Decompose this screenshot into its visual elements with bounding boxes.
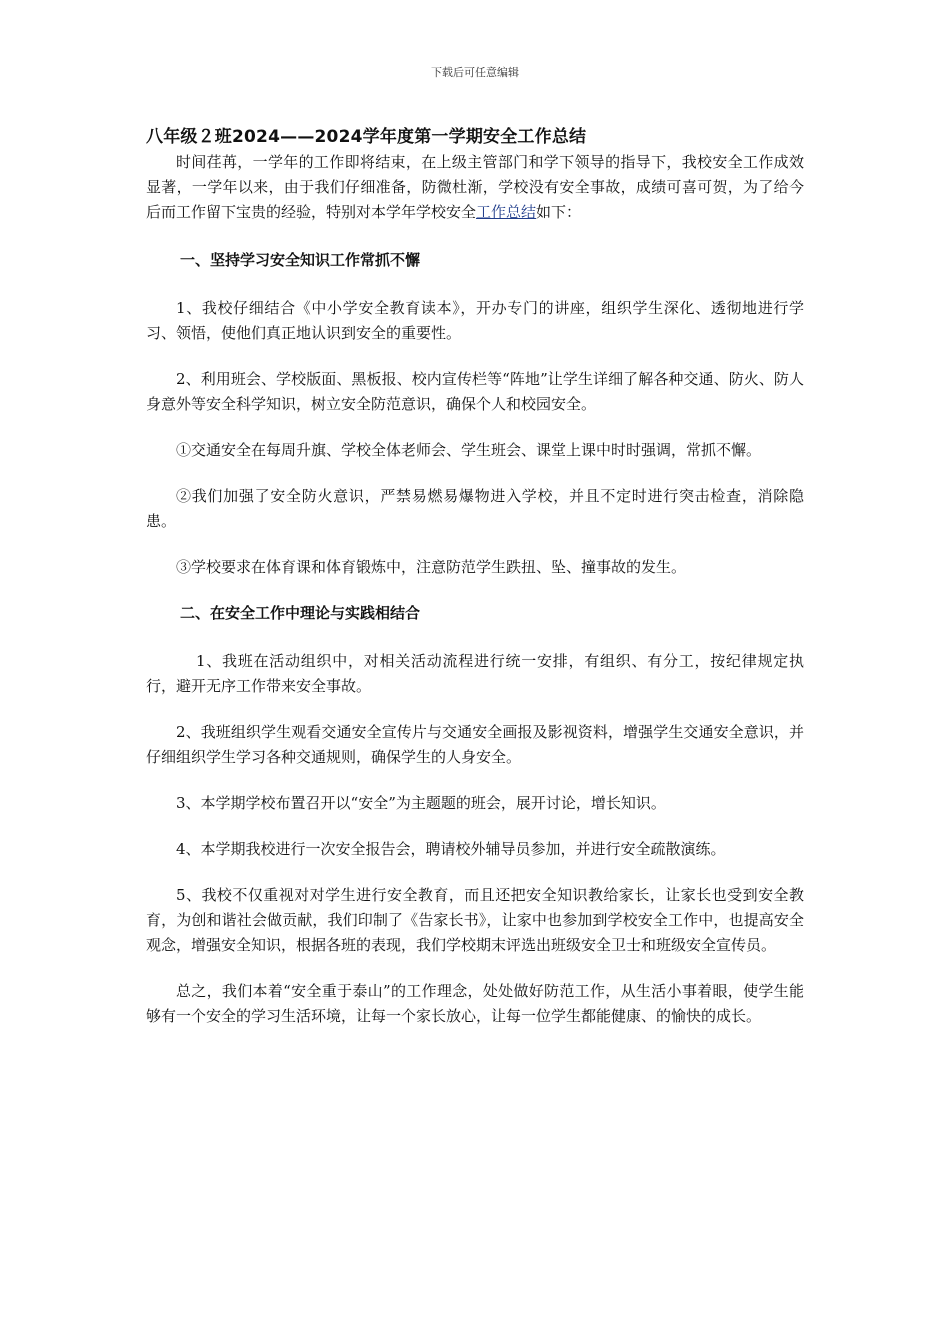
- paragraph: 1、我校仔细结合《中小学安全教育读本》，开办专门的讲座，组织学生深化、透彻地进行学习、领悟，使他们真正地认识到安全的重要性。: [146, 299, 804, 342]
- intro-text-end: 如下：: [536, 203, 582, 221]
- document-title: 八年级２班2024——2024学年度第一学期安全工作总结: [146, 127, 587, 147]
- paragraph: ①交通安全在每周升旗、学校全体老师会、学生班会、课堂上课中时时强调，常抓不懈。: [176, 441, 762, 459]
- paragraph: 4、本学期我校进行一次安全报告会，聘请校外辅导员参加，并进行安全疏散演练。: [176, 840, 726, 858]
- intro-text: 时间荏苒，一学年的工作即将结束，在上级主管部门和学下领导的指导下，我校安全工作成效显著，一学年以来，由于我们仔细准备，防微杜渐，学校没有安全事故，成绩可喜可贺，为了给今后而工作留下宝贵的经验，特别对本学年学校安全: [146, 153, 804, 221]
- work-summary-link[interactable]: 工作总结: [476, 203, 537, 221]
- conclusion-paragraph: 总之，我们本着“安全重于泰山”的工作理念，处处做好防范工作，从生活小事着眼，使学生能够有一个安全的学习生活环境，让每一个家长放心，让每一位学生都能健康、的愉快的成长。: [146, 982, 804, 1025]
- paragraph: ②我们加强了安全防火意识，严禁易燃易爆物进入学校，并且不定时进行突击检查，消除隐患。: [146, 487, 804, 530]
- header-note: 下载后可任意编辑: [431, 66, 519, 79]
- intro-paragraph: [146, 150, 804, 225]
- document-body: [146, 124, 804, 1029]
- paragraph: 5、我校不仅重视对对学生进行安全教育，而且还把安全知识教给家长，让家长也受到安全教育，为创和谐社会做贡献，我们印制了《告家长书》，让家中也参加到学校安全工作中，也提高安全观念，增强安全知识，根据各班的表现，我们学校期末评选出班级安全卫士和班级安全宣传员。: [146, 886, 804, 954]
- paragraph: 3、本学期学校布置召开以“安全”为主题题的班会，展开讨论，增长知识。: [176, 794, 666, 812]
- paragraph: 2、利用班会、学校版面、黑板报、校内宣传栏等“阵地”让学生详细了解各种交通、防火、防人身意外等安全科学知识，树立安全防范意识，确保个人和校园安全。: [146, 370, 804, 413]
- paragraph: 2、我班组织学生观看交通安全宣传片与交通安全画报及影视资料，增强学生交通安全意识，并仔细组织学生学习各种交通规则，确保学生的人身安全。: [146, 723, 804, 766]
- section-heading-1: 一、坚持学习安全知识工作常抓不懈: [180, 251, 421, 269]
- paragraph: 1、我班在活动组织中，对相关活动流程进行统一安排，有组织、有分工，按纪律规定执行，避开无序工作带来安全事故。: [146, 652, 804, 695]
- paragraph: ③学校要求在体育课和体育锻炼中，注意防范学生跌扭、坠、撞事故的发生。: [176, 558, 687, 576]
- section-heading-2: 二、在安全工作中理论与实践相结合: [180, 604, 421, 622]
